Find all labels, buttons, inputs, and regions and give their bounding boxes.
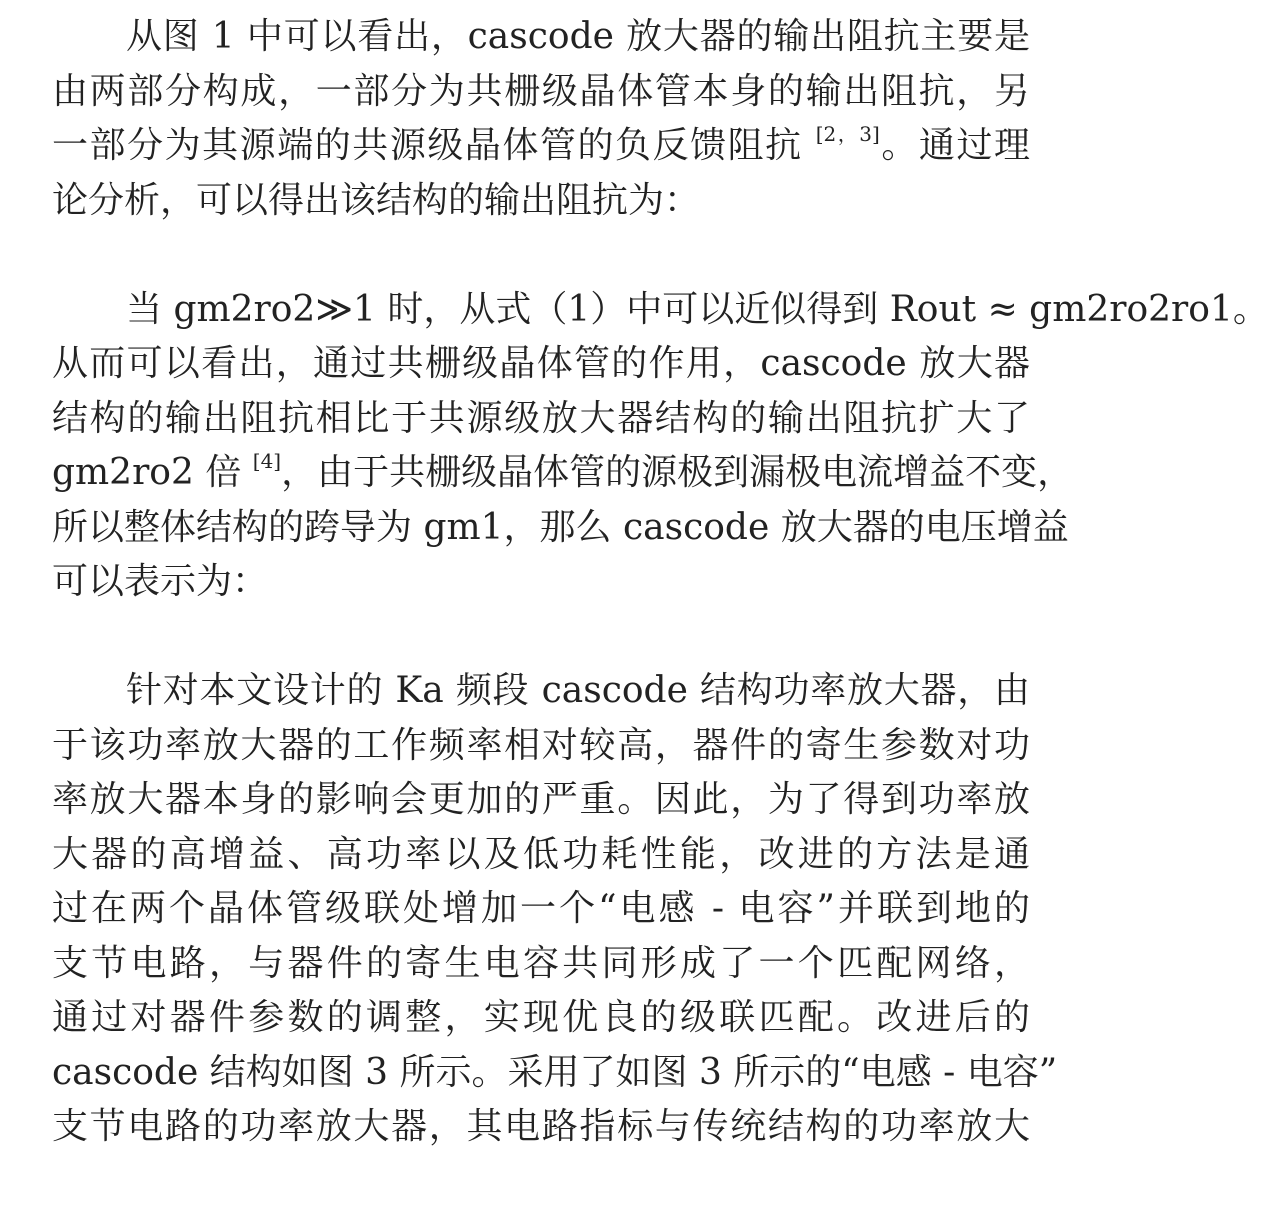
article-body	[52, 10, 1269, 1155]
equation-1	[52, 228, 1030, 283]
text-line: 由两部分构成，一部分为共栅级晶体管本身的输出阻抗，另	[52, 70, 1030, 112]
text-line: 可以表示为：	[52, 561, 269, 602]
text-line: 针对本文设计的 Ka 频段 cascode 结构功率放大器，由	[126, 670, 1030, 711]
text-line: 于该功率放大器的工作频率相对较高，器件的寄生参数对功	[52, 724, 1030, 766]
text-line: 结构的输出阻抗相比于共源级放大器结构的输出阻抗扩大了	[52, 397, 1030, 439]
text-segment: 一部分为其源端的共源级晶体管的负反馈阻抗	[52, 125, 803, 166]
equation-2	[52, 610, 1030, 665]
text-line: 从而可以看出，通过共栅级晶体管的作用，cascode 放大器	[52, 343, 1030, 384]
text-segment: 。通过理	[879, 125, 1030, 166]
paragraph-1	[52, 10, 1030, 228]
text-line: 当 gm2ro2≫1 时，从式（1）中可以近似得到 Rout ≈ gm2ro2ro1。	[126, 288, 1269, 330]
citation-ref: [2，3]	[815, 122, 880, 146]
text-line	[52, 446, 1074, 501]
text-segment: ，由于共栅级晶体管的源极到漏极电流增益不变，	[281, 452, 1074, 493]
text-line: 所以整体结构的跨导为 gm1，那么 cascode 放大器的电压增益	[52, 506, 1069, 548]
text-line: 大器的高增益、高功率以及低功耗性能，改进的方法是通	[52, 833, 1030, 875]
text-line: 论分析，可以得出该结构的输出阻抗为：	[52, 179, 701, 221]
text-line: 支节电路的功率放大器，其电路指标与传统结构的功率放大	[52, 1106, 1030, 1147]
text-line: 支节电路，与器件的寄生电容共同形成了一个匹配网络，	[52, 942, 1030, 984]
text-line: cascode 结构如图 3 所示。采用了如图 3 所示的“电感 - 电容”	[52, 1051, 1058, 1093]
citation-ref: [4]	[252, 449, 282, 473]
text-line: 过在两个晶体管级联处增加一个“电感 - 电容”并联到地的	[52, 888, 1030, 929]
text-segment: gm2ro2 倍	[52, 452, 242, 493]
text-line: 率放大器本身的影响会更加的严重。因此，为了得到功率放	[52, 779, 1030, 820]
text-line: 从图 1 中可以看出，cascode 放大器的输出阻抗主要是	[126, 16, 1030, 57]
text-line: 通过对器件参数的调整，实现优良的级联匹配。改进后的	[52, 997, 1030, 1038]
text-line	[52, 119, 1030, 174]
paragraph-3	[52, 664, 1058, 1155]
paragraph-2	[52, 283, 1269, 610]
